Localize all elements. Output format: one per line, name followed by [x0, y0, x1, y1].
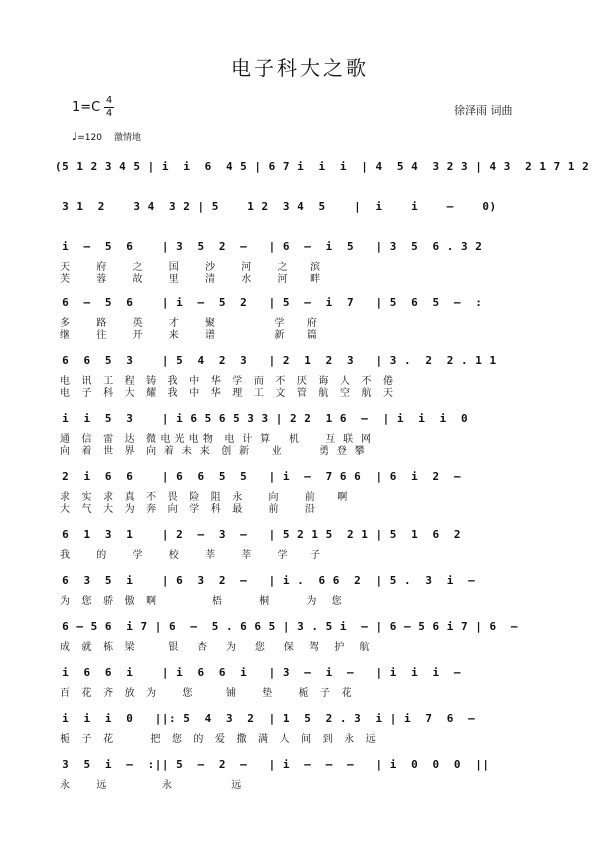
notation-line: i i 5 3 | i 6 5 6 5 3 3 | 2 2 1 6 – | i i i 0: [55, 412, 545, 426]
notation-line: 6 1 3 1 | 2 – 3 – | 5 2 1 5 2 1 | 5 1 6 2: [55, 528, 545, 542]
notation-line: 3 5 i – :|| 5 – 2 – | i – – – | i 0 0 0 ||: [55, 758, 545, 772]
lyric-line: 天 府 之 国 沙 河 之 滨: [60, 262, 321, 273]
lyric-line: 电 子 科 大 耀 我 中 华 理 工 文 管 航 空 航 天: [60, 388, 394, 399]
composer-credit: 徐泽雨 词曲: [454, 104, 513, 117]
lyric-line: 成 就 栋 梁 银 杏 为 您 保 驾 护 航: [60, 642, 370, 653]
song-title: 电子科大之歌: [231, 56, 369, 80]
notation-line: 3 1 2 3 4 3 2 | 5 1 2 3 4 5 | i i – 0): [55, 200, 545, 214]
notation-line: i 6 6 i | i 6 6 i | 3 – i – | i i i –: [55, 666, 545, 680]
time-signature-top: 4: [105, 95, 113, 106]
lyric-line: 向 着 世 界 向 着 未 来 创 新 业 勇 登 攀: [60, 446, 366, 457]
notation-line: 6 6 5 3 | 5 4 2 3 | 2 1 2 3 | 3 . 2 2 . 1 1: [55, 354, 545, 368]
lyric-line: 为 您 骄 傲 啊 梧 桐 为 您: [60, 596, 343, 607]
lyric-line: 电 讯 工 程 铸 我 中 华 学 而 不 厌 诲 人 不 倦: [60, 376, 394, 387]
lyric-line: 永 远 永 远: [60, 780, 242, 791]
key-signature: 1=C: [72, 100, 101, 115]
lyric-line: 我 的 学 校 莘 莘 学 子: [60, 550, 321, 561]
lyric-line: 栀 子 花 把 您 的 爱 撒 满 人 间 到 永 远: [60, 734, 377, 745]
lyric-line: 继 往 开 来 谱 新 篇: [60, 330, 318, 341]
tempo-value: =120: [77, 133, 102, 143]
notation-line: 6 – 5 6 i 7 | 6 – 5 . 6 6 5 | 3 . 5 i – | 6 – 5 6 i 7 | 6 –: [55, 620, 545, 634]
notation-line: i – 5 6 | 3 5 2 – | 6 – i 5 | 3 5 6 . 3 2: [55, 240, 545, 254]
lyric-line: 百 花 齐 放 为 您 铺 垫 栀 子 花: [60, 688, 353, 699]
quarter-note-icon: ♩: [72, 130, 78, 143]
notation-line: 6 3 5 i | 6 3 2 – | i . 6 6 2 | 5 . 3 i –: [55, 574, 545, 588]
lyric-line: 多 路 英 才 聚 学 府: [60, 318, 318, 329]
lyric-line: 芙 蓉 故 里 清 水 河 畔: [60, 274, 321, 285]
notation-line: (5 1 2 3 4 5 | i i 6 4 5 | 6 7 i i i | 4 5 4 3 2 3 | 4 3 2 1 7 1 2: [55, 160, 590, 173]
notation-line: 6 – 5 6 | i – 5 2 | 5 – i 7 | 5 6 5 – :: [55, 296, 545, 310]
lyric-line: 通 信 雷 达 微 电 光 电 物 电 计 算 机 互 联 网: [60, 434, 372, 445]
tempo-marking: [72, 130, 102, 143]
time-signature: [104, 96, 114, 119]
notation-line: i i i 0 ||: 5 4 3 2 | 1 5 2 . 3 i | i 7 6 –: [55, 712, 545, 726]
lyric-line: 求 实 求 真 不 畏 险 阻 永 向 前 啊: [60, 492, 348, 503]
time-signature-bottom: 4: [105, 108, 113, 119]
expression-marking: 激情地: [114, 133, 142, 143]
lyric-line: 大 气 大 为 奔 向 学 科 最 前 沿: [60, 504, 316, 515]
notation-line: 2 i 6 6 | 6 6 5 5 | i – 7 6 6 | 6 i 2 –: [55, 470, 545, 484]
